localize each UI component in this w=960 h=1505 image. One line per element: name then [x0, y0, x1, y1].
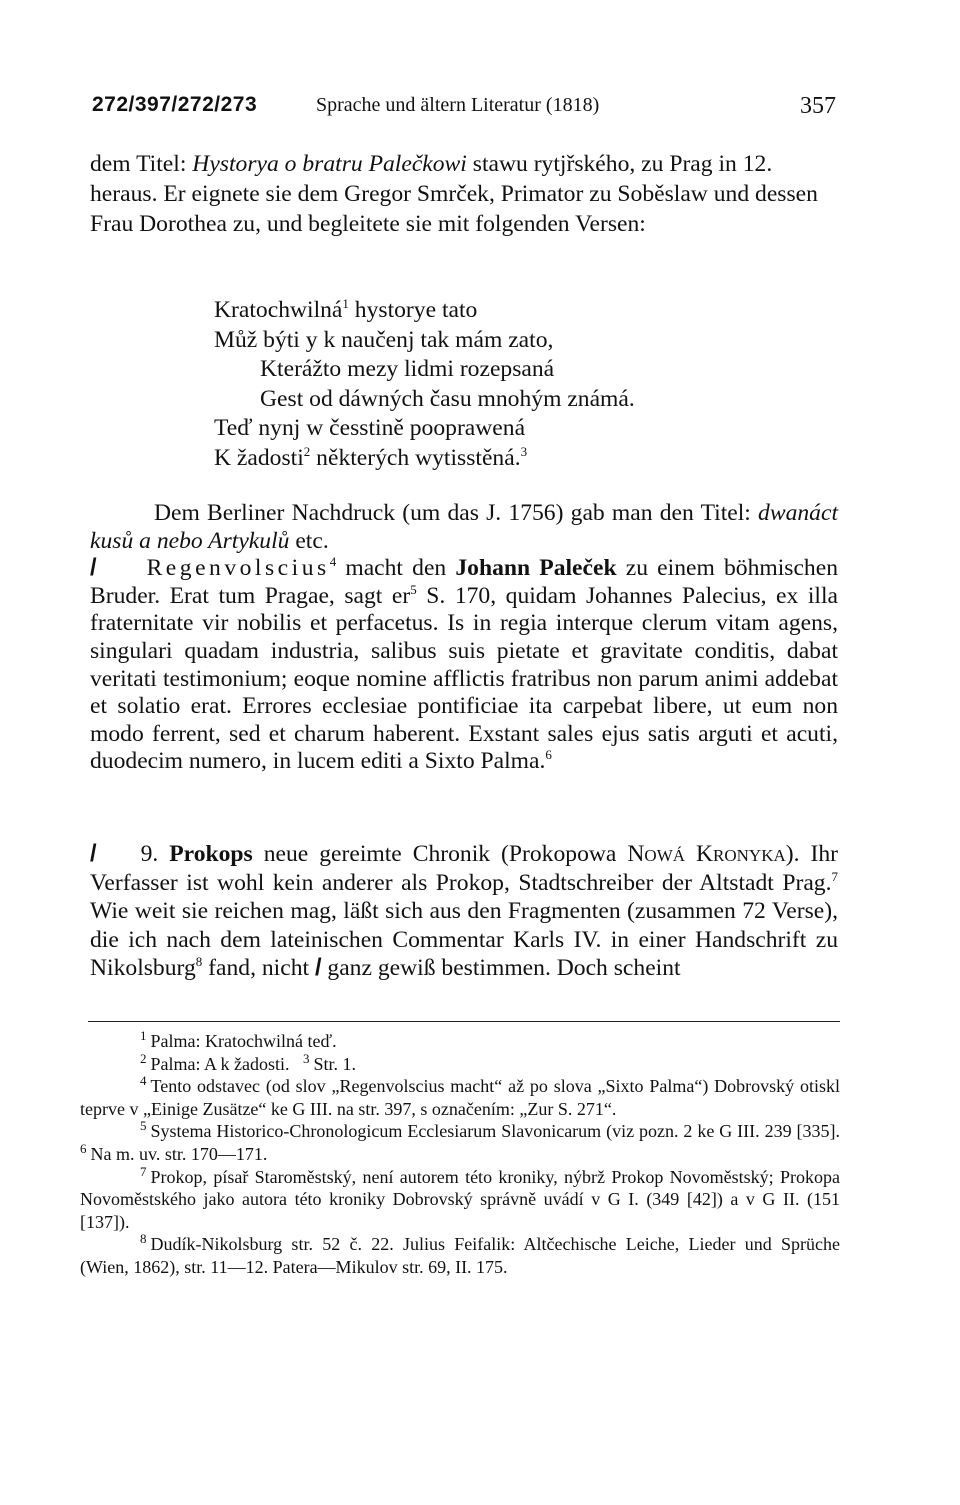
- footnote-1: $^1$ Palma: Kratochwilná teď.: [140, 1028, 337, 1051]
- intro-book-title: Hystorya o bratru Palečkowi: [192, 151, 467, 177]
- verse-line-6: K žadosti$^2$ některých wytisstěná.$^3$: [214, 444, 528, 471]
- para2-text-e: S. 170, quidam Johannes Palecius, ex illa fraternitate vir nobilis et perfacetus. Is in regia interque clerum vitam agens, singulari quadam industria, salibus suis pietate et gravitate conditis, dabat veritati testimonium; eoque nomine afflictis fratribus non parum animi addebat et solatio erat. Errores ecclesiae pontificiae ita carpebat libere, ut eum non modo ferrent, sed et charum haberent. Exstant sales ejus satis arguti et acuti, duodecim numero, in lucem editi a Sixto Palma.: [90, 582, 839, 775]
- intro-paragraph: [90, 150, 838, 239]
- verse-line-3: Kterážto mezy lidmi rozepsaná: [260, 356, 555, 383]
- running-header: [92, 93, 836, 129]
- page-number: 357: [800, 93, 836, 119]
- section-number: 9.: [140, 841, 170, 867]
- margin-mark: /: [314, 955, 322, 982]
- author-name-spaced: Regenvolscius: [146, 555, 330, 582]
- verse-block: [214, 296, 635, 474]
- bold-name: Prokops: [169, 841, 253, 867]
- para2-text-c: macht den: [336, 555, 456, 582]
- smallcaps-title: Nowá Kronyka: [627, 841, 786, 867]
- para2-book-title: dwanáct kusů a nebo Artykulů: [90, 500, 838, 554]
- paragraph-berliner: [90, 500, 838, 776]
- footnotes: [80, 1030, 840, 1279]
- footnote-ref: 1: [342, 296, 349, 312]
- para3-text-c: Wie weit sie reichen mag, läßt sich aus den Fragmenten (zusammen 72 Verse), die ich nach dem lateinischen Commentar Karls IV. in einer Handschrift zu Nikolsburg: [90, 898, 838, 982]
- header-title: Sprache und ältern Literatur (1818): [316, 94, 600, 116]
- header-reference-ids: 272/397/272/273: [92, 93, 258, 116]
- footnote-ref: 4: [329, 554, 337, 570]
- footnote-ref: 3: [520, 444, 528, 460]
- intro-text-b: stawu rytjřského, zu Prag in 12. heraus. Er eignete sie dem Gregor Smrček, Primator zu Soběslaw und dessen Frau Dorothea zu, und begleitete sie mit folgenden Versen:: [90, 151, 818, 237]
- verse-line-1: Kratochwilná$^1$ hystorye tato: [214, 296, 478, 323]
- footnote-8: $^8$ Dudík-Nikolsburg str. 52 č. 22. Julius Feifalik: Altčechische Leiche, Lieder und Sprüche (Wien, 1862), str. 11—12. Patera—Mikulov str. 69, II. 175.: [80, 1231, 840, 1277]
- footnote-2-3: $^2$ Palma: A k žadosti. $^3$ Str. 1.: [140, 1050, 357, 1074]
- para3-text-d: fand, nicht: [202, 955, 315, 982]
- para3-text-a: neue gereimte Chronik (Prokopowa: [252, 841, 628, 867]
- verse-line-5: Teď nynj w česstině pooprawená: [214, 415, 526, 442]
- footnote-5-6: $^5$ Systema Historico-Chronologicum Ecclesiarum Slavonicarum (viz pozn. 2 ke G III. 239 [335]. $^6$ Na m. uv. str. 170—171.: [80, 1118, 840, 1164]
- para2-text-d: zu einem böhmischen Bruder. Erat tum Pragae, sagt er: [90, 555, 838, 609]
- verse-line-4: Gest od dáwných času mnohým známá.: [260, 385, 635, 412]
- margin-mark: /: [90, 841, 97, 867]
- footnote-ref: 6: [545, 747, 552, 763]
- para3-text-b: ). Ihr Verfasser ist wohl kein anderer als Prokop, Stadtschreiber der Altstadt Prag.: [90, 841, 839, 896]
- verse-line-2: Můž býti y k naučenj tak mám zato,: [214, 326, 554, 353]
- footnote-ref: 5: [410, 581, 417, 597]
- footnote-ref: 2: [303, 444, 311, 460]
- margin-mark: /: [90, 555, 97, 582]
- para2-text-b: etc.: [289, 527, 329, 554]
- paragraph-prokop: [90, 840, 838, 983]
- footnote-ref: 7: [831, 868, 838, 884]
- para3-text-e: ganz gewiß bestimmen. Doch scheint: [321, 955, 681, 982]
- footnote-divider: [88, 1021, 840, 1022]
- footnote-4: $^4$ Tento odstavec (od slov „Regenvolscius macht“ až po slova „Sixto Palma“) Dobrovský otiskl teprve v „Einige Zusätze“ ke G III. na str. 397, s označením: „Zur S. 271“.: [80, 1073, 840, 1119]
- bold-name: Johann Paleček: [455, 555, 617, 582]
- footnote-ref: 8: [195, 954, 203, 970]
- para2-text-a: Dem Berliner Nachdruck (um das J. 1756) gab man den Titel:: [154, 500, 759, 526]
- footnote-7: $^7$ Prokop, písař Staroměstský, není autorem této kroniky, nýbrž Prokop Novoměstský; Prokopa Novoměstského jako autora této kroniky Dobrovský správně uvádí v G I. (349 [42]) a v G II. (151 [137]).: [80, 1163, 840, 1232]
- intro-text-a: dem Titel:: [90, 151, 193, 177]
